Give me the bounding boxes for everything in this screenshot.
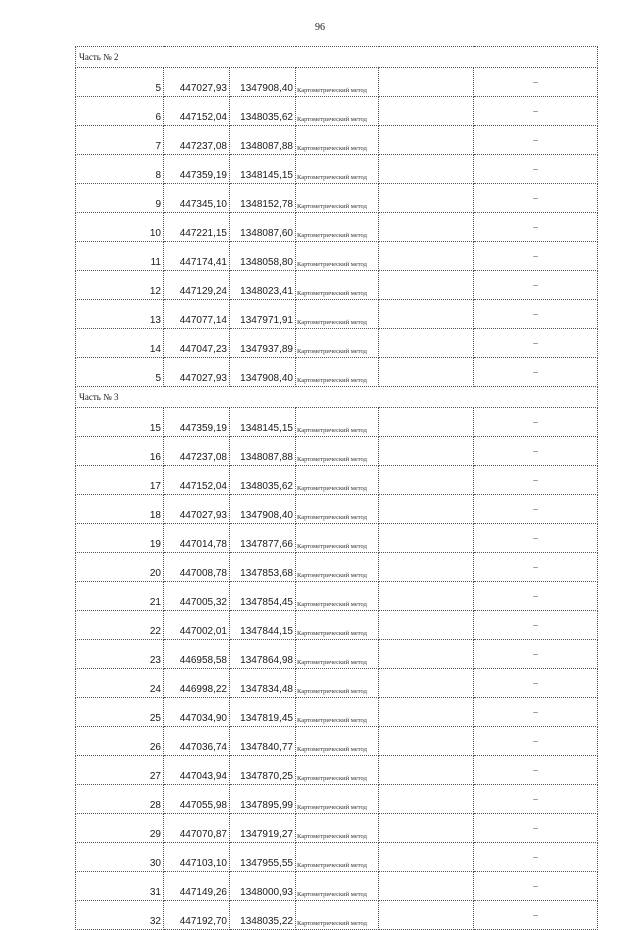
precision-cell: [379, 300, 474, 329]
coordinate-y: 1348087,88: [230, 126, 296, 155]
note-cell: –: [474, 466, 598, 495]
method-cell: Картометрический метод: [296, 524, 379, 553]
table-row: [76, 126, 598, 155]
method-cell: Картометрический метод: [296, 582, 379, 611]
coordinate-x: 447005,32: [164, 582, 230, 611]
precision-cell: [379, 495, 474, 524]
precision-cell: [379, 329, 474, 358]
precision-cell: [379, 408, 474, 437]
point-number: 6: [76, 97, 164, 126]
table-row: [76, 184, 598, 213]
table-row: [76, 553, 598, 582]
table-row: [76, 582, 598, 611]
precision-cell: [379, 97, 474, 126]
table-row: [76, 68, 598, 97]
table-row: [76, 408, 598, 437]
precision-cell: [379, 68, 474, 97]
coordinate-y: 1347908,40: [230, 68, 296, 97]
note-cell: –: [474, 97, 598, 126]
method-cell: Картометрический метод: [296, 756, 379, 785]
coordinate-y: 1347895,99: [230, 785, 296, 814]
coordinate-x: 447043,94: [164, 756, 230, 785]
method-cell: Картометрический метод: [296, 300, 379, 329]
coordinate-x: 446958,58: [164, 640, 230, 669]
precision-cell: [379, 213, 474, 242]
note-cell: –: [474, 843, 598, 872]
note-cell: –: [474, 271, 598, 300]
note-cell: –: [474, 358, 598, 387]
table-row: [76, 524, 598, 553]
coordinate-x: 447027,93: [164, 495, 230, 524]
note-cell: –: [474, 727, 598, 756]
method-cell: Картометрический метод: [296, 329, 379, 358]
note-cell: –: [474, 437, 598, 466]
table-row: [76, 843, 598, 872]
note-cell: –: [474, 242, 598, 271]
part-title: Часть № 3: [76, 387, 598, 408]
method-cell: Картометрический метод: [296, 669, 379, 698]
point-number: 21: [76, 582, 164, 611]
coordinate-x: 447014,78: [164, 524, 230, 553]
point-number: 5: [76, 68, 164, 97]
precision-cell: [379, 640, 474, 669]
coordinate-y: 1348035,62: [230, 466, 296, 495]
coordinate-y: 1347908,40: [230, 495, 296, 524]
precision-cell: [379, 843, 474, 872]
note-cell: –: [474, 611, 598, 640]
point-number: 24: [76, 669, 164, 698]
coordinate-y: 1348145,15: [230, 408, 296, 437]
point-number: 32: [76, 901, 164, 930]
point-number: 23: [76, 640, 164, 669]
page-number: 96: [315, 22, 325, 33]
point-number: 29: [76, 814, 164, 843]
note-cell: –: [474, 329, 598, 358]
coordinate-y: 1347971,91: [230, 300, 296, 329]
note-cell: –: [474, 126, 598, 155]
method-cell: Картометрический метод: [296, 126, 379, 155]
coordinate-x: 447036,74: [164, 727, 230, 756]
point-number: 26: [76, 727, 164, 756]
note-cell: –: [474, 553, 598, 582]
method-cell: Картометрический метод: [296, 213, 379, 242]
coordinate-x: 447034,90: [164, 698, 230, 727]
coordinate-x: 447027,93: [164, 68, 230, 97]
method-cell: Картометрический метод: [296, 68, 379, 97]
part-header-row: [76, 387, 598, 408]
point-number: 5: [76, 358, 164, 387]
coordinate-x: 447008,78: [164, 553, 230, 582]
point-number: 11: [76, 242, 164, 271]
method-cell: Картометрический метод: [296, 97, 379, 126]
note-cell: –: [474, 698, 598, 727]
point-number: 12: [76, 271, 164, 300]
coordinate-x: 447149,26: [164, 872, 230, 901]
coordinate-x: 447047,23: [164, 329, 230, 358]
method-cell: Картометрический метод: [296, 271, 379, 300]
table-row: [76, 300, 598, 329]
table-row: [76, 669, 598, 698]
method-cell: Картометрический метод: [296, 358, 379, 387]
coordinate-y: 1347937,89: [230, 329, 296, 358]
precision-cell: [379, 669, 474, 698]
point-number: 10: [76, 213, 164, 242]
point-number: 9: [76, 184, 164, 213]
coordinate-x: 447174,41: [164, 242, 230, 271]
precision-cell: [379, 553, 474, 582]
precision-cell: [379, 872, 474, 901]
coordinate-x: 447237,08: [164, 437, 230, 466]
point-number: 25: [76, 698, 164, 727]
method-cell: Картометрический метод: [296, 611, 379, 640]
note-cell: –: [474, 901, 598, 930]
coordinate-y: 1347919,27: [230, 814, 296, 843]
coordinate-y: 1347840,77: [230, 727, 296, 756]
note-cell: –: [474, 756, 598, 785]
point-number: 15: [76, 408, 164, 437]
coordinate-y: 1347834,48: [230, 669, 296, 698]
note-cell: –: [474, 640, 598, 669]
note-cell: –: [474, 408, 598, 437]
point-number: 22: [76, 611, 164, 640]
coordinate-x: 447152,04: [164, 97, 230, 126]
method-cell: Картометрический метод: [296, 437, 379, 466]
precision-cell: [379, 466, 474, 495]
coordinate-y: 1348023,41: [230, 271, 296, 300]
coordinate-x: 447192,70: [164, 901, 230, 930]
table-row: [76, 213, 598, 242]
method-cell: Картометрический метод: [296, 727, 379, 756]
coordinate-y: 1347853,68: [230, 553, 296, 582]
note-cell: –: [474, 814, 598, 843]
coordinate-y: 1347864,98: [230, 640, 296, 669]
coordinates-table: [75, 46, 598, 930]
coordinate-x: 447077,14: [164, 300, 230, 329]
table-row: [76, 495, 598, 524]
method-cell: Картометрический метод: [296, 242, 379, 271]
coordinate-y: 1348000,93: [230, 872, 296, 901]
coordinate-y: 1347854,45: [230, 582, 296, 611]
method-cell: Картометрический метод: [296, 553, 379, 582]
method-cell: Картометрический метод: [296, 872, 379, 901]
point-number: 17: [76, 466, 164, 495]
point-number: 18: [76, 495, 164, 524]
table-row: [76, 97, 598, 126]
precision-cell: [379, 756, 474, 785]
table-row: [76, 640, 598, 669]
table-row: [76, 814, 598, 843]
coordinate-y: 1347819,45: [230, 698, 296, 727]
coordinate-x: 447221,15: [164, 213, 230, 242]
point-number: 13: [76, 300, 164, 329]
precision-cell: [379, 524, 474, 553]
method-cell: Картометрический метод: [296, 785, 379, 814]
precision-cell: [379, 611, 474, 640]
precision-cell: [379, 727, 474, 756]
coordinate-y: 1348087,60: [230, 213, 296, 242]
coordinate-y: 1348152,78: [230, 184, 296, 213]
coordinate-y: 1347870,25: [230, 756, 296, 785]
coordinate-x: 447070,87: [164, 814, 230, 843]
precision-cell: [379, 698, 474, 727]
point-number: 30: [76, 843, 164, 872]
point-number: 16: [76, 437, 164, 466]
point-number: 7: [76, 126, 164, 155]
coordinate-y: 1348087,88: [230, 437, 296, 466]
method-cell: Картометрический метод: [296, 155, 379, 184]
coordinate-y: 1348035,62: [230, 97, 296, 126]
precision-cell: [379, 155, 474, 184]
precision-cell: [379, 437, 474, 466]
coordinates-table-body: [76, 47, 598, 930]
coordinate-x: 447129,24: [164, 271, 230, 300]
precision-cell: [379, 184, 474, 213]
precision-cell: [379, 358, 474, 387]
table-row: [76, 329, 598, 358]
table-row: [76, 242, 598, 271]
coordinate-y: 1347844,15: [230, 611, 296, 640]
table-row: [76, 271, 598, 300]
coordinate-x: 447152,04: [164, 466, 230, 495]
note-cell: –: [474, 582, 598, 611]
note-cell: –: [474, 872, 598, 901]
point-number: 8: [76, 155, 164, 184]
precision-cell: [379, 271, 474, 300]
coordinate-x: 447002,01: [164, 611, 230, 640]
method-cell: Картометрический метод: [296, 698, 379, 727]
note-cell: –: [474, 495, 598, 524]
method-cell: Картометрический метод: [296, 495, 379, 524]
point-number: 27: [76, 756, 164, 785]
method-cell: Картометрический метод: [296, 901, 379, 930]
coordinate-x: 447345,10: [164, 184, 230, 213]
table-row: [76, 466, 598, 495]
note-cell: –: [474, 68, 598, 97]
point-number: 31: [76, 872, 164, 901]
coordinate-x: 447359,19: [164, 408, 230, 437]
note-cell: –: [474, 669, 598, 698]
method-cell: Картометрический метод: [296, 184, 379, 213]
coordinate-y: 1347877,66: [230, 524, 296, 553]
method-cell: Картометрический метод: [296, 408, 379, 437]
table-row: [76, 155, 598, 184]
coordinate-x: 446998,22: [164, 669, 230, 698]
point-number: 14: [76, 329, 164, 358]
table-row: [76, 358, 598, 387]
coordinate-x: 447103,10: [164, 843, 230, 872]
table-row: [76, 872, 598, 901]
note-cell: –: [474, 785, 598, 814]
coordinate-y: 1348145,15: [230, 155, 296, 184]
table-row: [76, 785, 598, 814]
table-row: [76, 611, 598, 640]
coordinate-y: 1348058,80: [230, 242, 296, 271]
table-row: [76, 437, 598, 466]
method-cell: Картометрический метод: [296, 466, 379, 495]
point-number: 28: [76, 785, 164, 814]
part-title: Часть № 2: [76, 47, 598, 68]
method-cell: Картометрический метод: [296, 814, 379, 843]
precision-cell: [379, 814, 474, 843]
part-header-row: [76, 47, 598, 68]
coordinate-x: 447359,19: [164, 155, 230, 184]
method-cell: Картометрический метод: [296, 640, 379, 669]
table-row: [76, 727, 598, 756]
precision-cell: [379, 242, 474, 271]
table-row: [76, 756, 598, 785]
precision-cell: [379, 785, 474, 814]
table-row: [76, 698, 598, 727]
note-cell: –: [474, 524, 598, 553]
precision-cell: [379, 126, 474, 155]
note-cell: –: [474, 213, 598, 242]
coordinate-x: 447055,98: [164, 785, 230, 814]
coordinate-y: 1347955,55: [230, 843, 296, 872]
note-cell: –: [474, 300, 598, 329]
coordinate-x: 447027,93: [164, 358, 230, 387]
coordinate-y: 1348035,22: [230, 901, 296, 930]
coordinate-x: 447237,08: [164, 126, 230, 155]
note-cell: –: [474, 155, 598, 184]
coordinate-y: 1347908,40: [230, 358, 296, 387]
point-number: 20: [76, 553, 164, 582]
note-cell: –: [474, 184, 598, 213]
method-cell: Картометрический метод: [296, 843, 379, 872]
point-number: 19: [76, 524, 164, 553]
precision-cell: [379, 582, 474, 611]
